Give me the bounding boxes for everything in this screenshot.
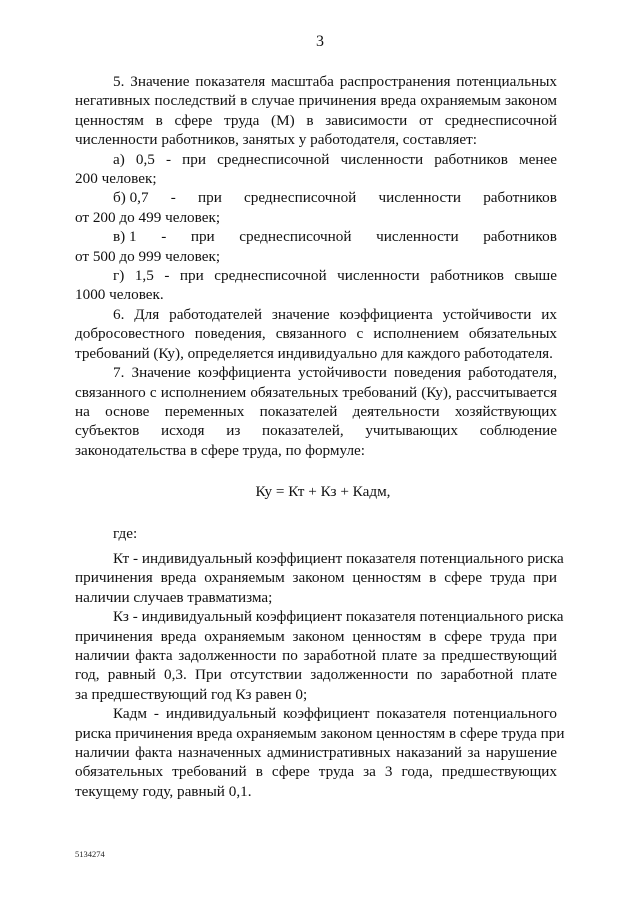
text-line: требований (Ку), определяется индивидуально для каждого работодателя. (75, 344, 553, 362)
list-item-b (75, 188, 557, 227)
text-line: добросовестного поведения, связанного с исполнением обязательных (75, 325, 557, 343)
text-line: связанного с исполнением обязательных требований (Ку), рассчитывается (75, 383, 557, 401)
text-line: риска причинения вреда охраняемым законом ценностям в сфере труда при (75, 724, 565, 742)
text-line: от 200 до 499 человек; (75, 208, 221, 226)
text-line: 200 человек; (75, 170, 157, 188)
text-word: работников (483, 228, 557, 246)
text-line: за предшествующий год Кз равен 0; (75, 685, 308, 703)
text-word: - (161, 228, 167, 246)
text-line: Кт - индивидуальный коэффициент показателя потенциального риска (113, 549, 564, 567)
text-word: среднесписочной (239, 228, 352, 246)
list-item-g (75, 266, 557, 305)
text-line: Кадм - индивидуальный коэффициент показателя потенциального (113, 705, 557, 723)
document-code: 5134274 (75, 849, 105, 859)
text-line: наличии случаев травматизма; (75, 588, 273, 606)
text-line: обязательных требований в сфере труда за 3 года, предшествующих (75, 763, 557, 781)
list-item-v (75, 227, 557, 266)
text-line: 5. Значение показателя масштаба распространения потенциальных (113, 73, 557, 90)
text-line: численности работников, занятых у работодателя, составляет: (75, 131, 477, 149)
text-line: негативных последствий в случае причинения вреда охраняемым законом (75, 92, 557, 110)
text-word: при (190, 228, 215, 246)
text-line: год, равный 0,3. При отсутствии задолженности по заработной плате (75, 666, 557, 684)
list-item-a (75, 150, 557, 189)
definition-kadm (75, 704, 565, 801)
text-word: численности (376, 228, 459, 246)
text-line: субъектов исходя из показателей, учитывающих соблюдение (75, 422, 557, 440)
text-line (75, 188, 557, 207)
paragraph-6 (75, 305, 557, 363)
paragraph-7 (75, 363, 557, 460)
definition-kt (75, 549, 564, 607)
page-number: 3 (316, 33, 324, 50)
text-line: ценностям в сфере труда (М) в зависимости от среднесписочной (75, 111, 557, 129)
text-line: а) 0,5 - при среднесписочной численности работников менее (113, 150, 557, 168)
text-line: наличии факта назначенных административных наказаний за нарушение (75, 744, 557, 761)
text-line: причинения вреда охраняемым законом ценностям в сфере труда при (75, 569, 557, 587)
text-word: - (170, 189, 176, 207)
text-line: законодательства в сфере труда, по формуле: (75, 441, 365, 459)
where-label: где: (113, 524, 138, 542)
text-line: г) 1,5 - при среднесписочной численности работников свыше (113, 267, 557, 285)
text-word: среднесписочной (244, 189, 357, 207)
text-word: при (197, 189, 222, 207)
text-line: 6. Для работодателей значение коэффициента устойчивости их (113, 305, 557, 323)
text-line: Кз - индивидуальный коэффициент показателя потенциального риска (113, 608, 564, 626)
text-line (75, 227, 557, 246)
document-body (75, 72, 565, 801)
paragraph-5 (75, 72, 557, 150)
text-line: 7. Значение коэффициента устойчивости поведения работодателя, (113, 364, 557, 382)
text-line: от 500 до 999 человек; (75, 247, 221, 265)
text-line: на основе переменных показателей деятельности хозяйствующих (75, 402, 557, 420)
definition-kz (75, 607, 564, 704)
text-line: 1000 человек. (75, 286, 164, 304)
text-word: численности (378, 189, 462, 207)
text-line: наличии факта задолженности по заработной плате за предшествующий (75, 646, 557, 664)
text-word: работников (483, 189, 557, 207)
text-line: причинения вреда охраняемым законом ценностям в сфере труда при (75, 627, 557, 645)
text-word: в) 1 (113, 228, 137, 246)
text-word: б) 0,7 (113, 189, 149, 207)
formula: Ку = Кт + Кз + Кадм, (255, 483, 391, 501)
text-line: текущему году, равный 0,1. (75, 782, 252, 800)
